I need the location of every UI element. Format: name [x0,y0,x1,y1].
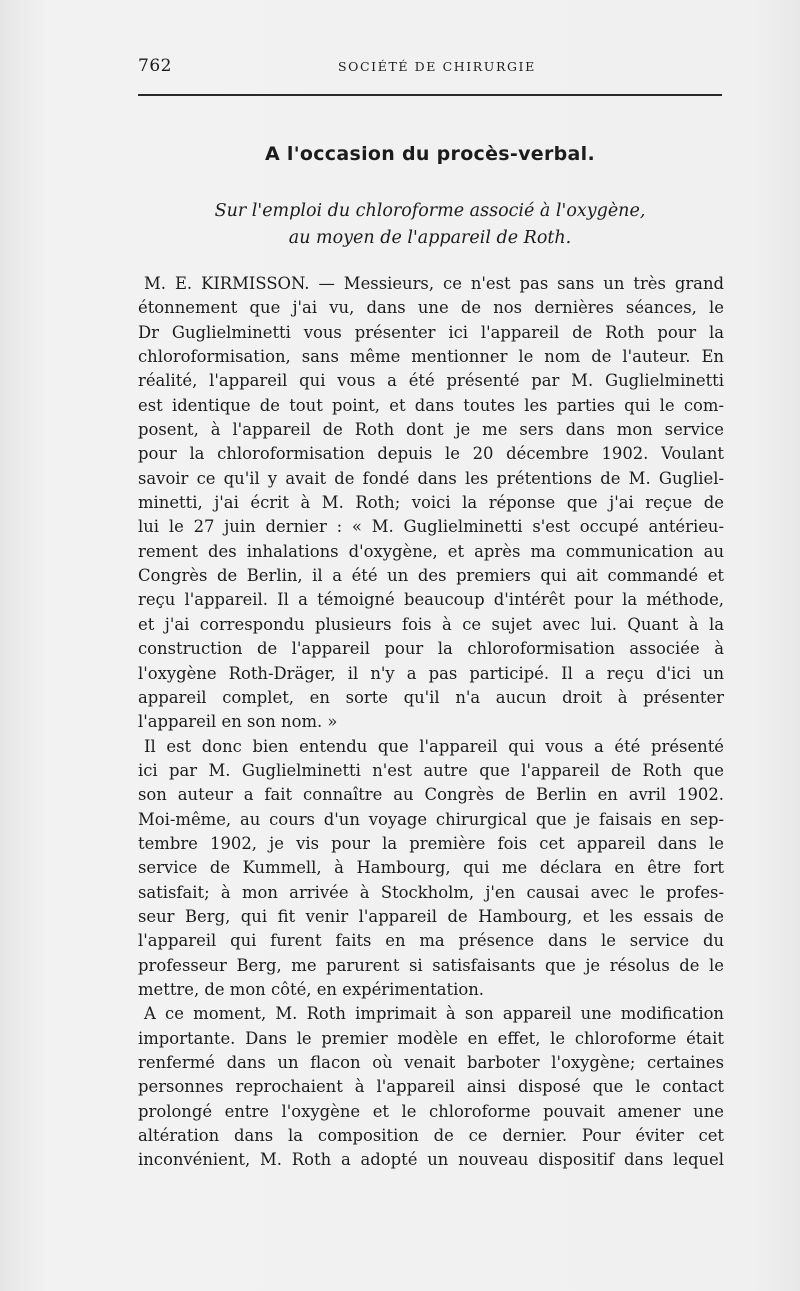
text-line: lui le 27 juin dernier : « M. Guglielminetti s'est occupé antérieu- [138,517,724,537]
paragraph-1 [138,272,724,735]
text-line: renfermé dans un flacon où venait barboter l'oxygène; certaines [138,1053,724,1072]
text-line: satisfait; à mon arrivée à Stockholm, j'en causai avec le profes- [138,882,724,902]
text-line: étonnement que j'ai vu, dans une de nos dernières séances, le [138,298,724,318]
text-line: importante. Dans le premier modèle en effet, le chloroforme était [138,1028,724,1048]
text-line: minetti, j'ai écrit à M. Roth; voici la réponse que j'ai reçue de [138,493,724,513]
text-line: et j'ai correspondu plusieurs fois à ce sujet avec lui. Quant à la [138,614,724,634]
text-line: altération dans la composition de ce dernier. Pour éviter cet [138,1126,724,1146]
subtitle-line-2: au moyen de l'appareil de Roth. [288,228,572,248]
running-title: SOCIÉTÉ DE CHIRURGIE [338,59,536,74]
paragraph-2 [138,735,724,1003]
text-line: Moi-même, au cours d'un voyage chirurgical que je faisais en sep- [138,809,724,829]
text-line: reçu l'appareil. Il a témoigné beaucoup d'intérêt pour la méthode, [138,590,724,610]
text-line: inconvénient, M. Roth a adopté un nouveau dispositif dans lequel [138,1150,724,1170]
text-line: l'appareil qui furent faits en ma présence dans le service du [138,931,724,951]
subtitle [138,198,722,252]
text-line: savoir ce qu'il y avait de fondé dans les prétentions de M. Gugliel- [138,468,724,488]
text-line: seur Berg, qui fit venir l'appareil de Hambourg, et les essais de [138,906,724,926]
text-line: Il est donc bien entendu que l'appareil qui vous a été présenté [144,736,724,756]
text-line: prolongé entre l'oxygène et le chloroforme pouvait amener une [138,1101,724,1121]
text-line: service de Kummell, à Hambourg, qui me déclara en être fort [138,858,724,878]
text-line: personnes reprochaient à l'appareil ainsi disposé que le contact [138,1077,724,1097]
text-line: Dr Guglielminetti vous présenter ici l'appareil de Roth pour la [138,322,724,342]
running-head [138,56,722,86]
page-number: 762 [138,56,172,76]
paragraph-3 [138,1002,724,1172]
text-line: chloroformisation, sans même mentionner le nom de l'auteur. En [138,347,724,367]
text-line: l'oxygène Roth-Dräger, il n'y a pas participé. Il a reçu d'ici un [138,663,724,683]
text-line: tembre 1902, je vis pour la première fois cet appareil dans le [138,833,724,853]
text-line: ici par M. Guglielminetti n'est autre que l'appareil de Roth que [138,760,724,780]
text-line: réalité, l'appareil qui vous a été présenté par M. Guglielminetti [138,371,724,391]
text-line: posent, à l'appareil de Roth dont je me sers dans mon service [138,420,724,440]
text-line: construction de l'appareil pour la chloroformisation associée à [138,639,724,659]
subtitle-line-1: Sur l'emploi du chloroforme associé à l'oxygène, [214,201,646,221]
text-line: professeur Berg, me parurent si satisfaisants que je résolus de le [138,955,724,975]
text-line: l'appareil en son nom. » [138,712,338,732]
text-line: mettre, de mon côté, en expérimentation. [138,979,485,999]
text-line: rement des inhalations d'oxygène, et après ma communication au [138,541,724,561]
section-heading: A l'occasion du procès-verbal. [265,143,595,165]
body-text [138,272,724,1173]
text-line: son auteur a fait connaître au Congrès de Berlin en avril 1902. [138,785,724,805]
text-line: M. E. KIRMISSON. — Messieurs, ce n'est pas sans un très grand [144,274,724,293]
text-line: appareil complet, en sorte qu'il n'a aucun droit à présenter [138,687,724,707]
text-line: est identique de tout point, et dans toutes les parties qui le com- [138,395,724,415]
text-line: A ce moment, M. Roth imprimait à son appareil une modification [144,1004,724,1024]
text-line: Congrès de Berlin, il a été un des premiers qui ait commandé et [138,566,724,586]
header-rule [138,94,722,96]
text-line: pour la chloroformisation depuis le 20 décembre 1902. Voulant [138,444,724,464]
